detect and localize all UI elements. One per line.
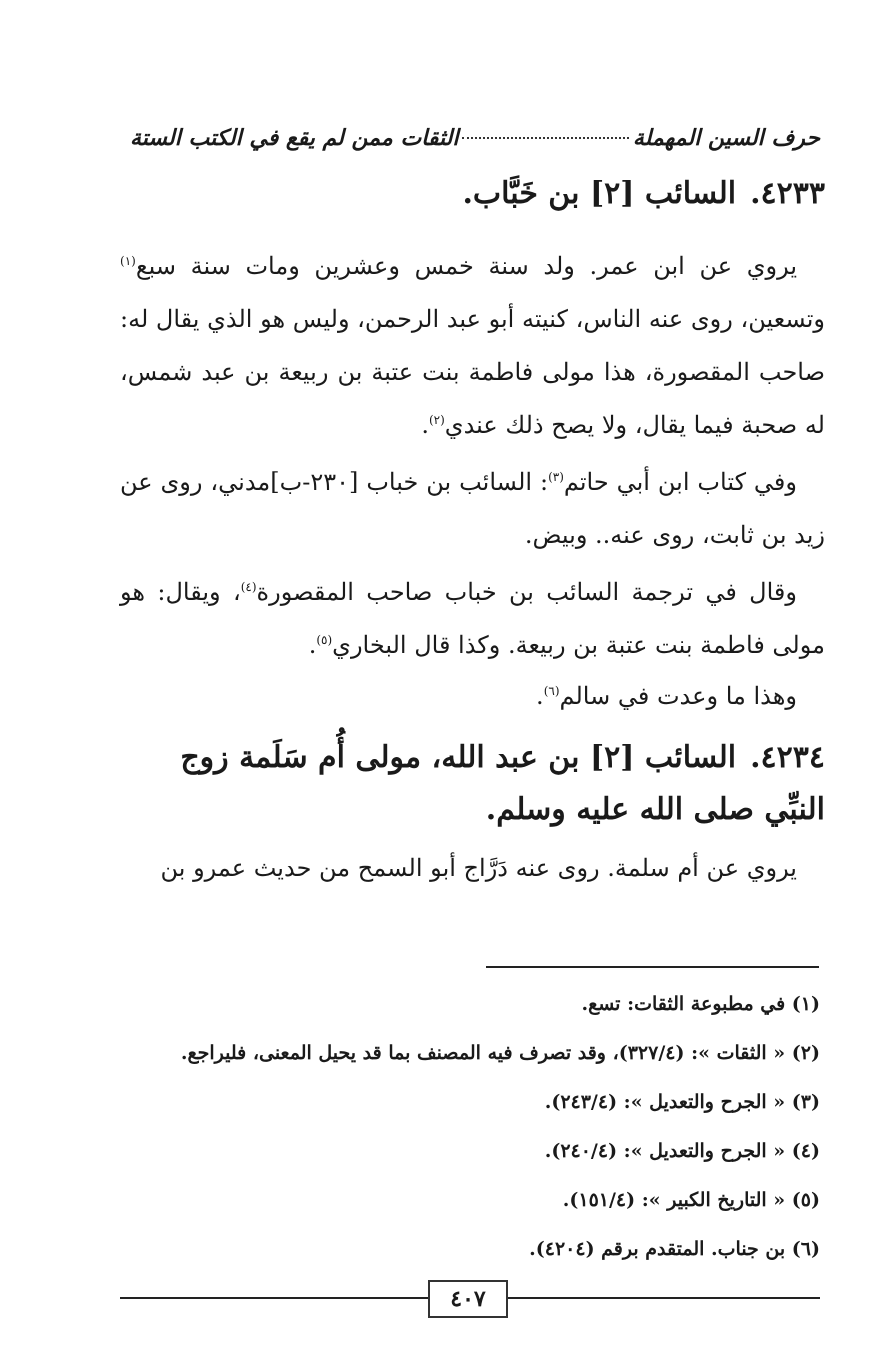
footnote-ref-3[interactable]: (٣) [548,470,564,484]
entry-name: السائب [٢] بن عبد الله، مولى أُم سَلَمة زوج النبِّي صلى الله عليه وسلم. [180,740,825,827]
header-book-title: الثقات ممن لم يقع في الكتب الستة [130,125,459,151]
footnote-ref-1[interactable]: (١) [120,254,136,268]
footnote-ref-5[interactable]: (٥) [316,633,333,647]
header-leader-dots [462,137,628,139]
running-header [130,120,820,156]
header-chapter: حرف السين المهملة [632,125,820,151]
footnote-ref-4[interactable]: (٤) [240,580,257,594]
paragraph-2: وفي كتاب ابن أبي حاتم$^{(٣)}$: السائب بن خباب [٢٣٠-ب]مدني، روى عن زيد بن ثابت، روى عنه.. وبيض. [120,468,825,549]
entry-name: السائب [٢] بن خَبَّاب. [462,176,737,211]
footnote-divider [486,966,819,968]
paragraph-1: يروي عن ابن عمر. ولد سنة خمس وعشرين ومات سنة سبع$^{(١)}$ وتسعين، روى عنه الناس، كنيته أبو عبد الرحمن، وليس هو الذي يقال له: صاحب المقصورة، هذا مولى فاطمة بنت عتبة بن ربيعة بن عبد شمس، له صحبة فيما يقال، ولا يصح ذلك عندي$^{(٢)}$. [120,252,825,439]
paragraph-3: وقال في ترجمة السائب بن خباب صاحب المقصورة$^{(٤)}$، ويقال: هو مولى فاطمة بنت عتبة بن ربيعة. وكذا قال البخاري$^{(٥)}$. [120,578,825,659]
footnote-item: (٤) « الجرح والتعديل »: (٢٤٠/٤). [544,1140,820,1162]
footnote-item: (٦) بن جناب. المتقدم برقم (٤٢٠٤). [529,1238,820,1260]
entry-number: ٤٢٣٣. [750,176,825,211]
footnote-item: (٣) « الجرح والتعديل »: (٢٤٣/٤). [544,1091,820,1113]
entry-number: ٤٢٣٤. [750,740,825,775]
entry-heading-4233 [115,168,825,220]
footnotes-list [150,980,820,1274]
footnote-ref-2[interactable]: (٢) [428,413,445,427]
paragraph-5: يروي عن أم سلمة. روى عنه دَرَّاج أبو السمح من حديث عمرو بن [160,854,797,882]
footnote-ref-6[interactable]: (٦) [543,684,560,698]
footnote-item: (٥) « التاريخ الكبير »: (١٥١/٤). [562,1189,820,1211]
footnote-item: (٢) « الثقات »: (٣٢٧/٤)، وقد تصرف فيه المصنف بما قد يحيل المعنى، فليراجع. [180,1042,820,1064]
page-number: ٤٠٧ [428,1280,508,1318]
entry-heading-4234 [115,732,825,836]
paragraph-4: وهذا ما وعدت في سالم$^{(٦)}$. [536,682,797,710]
footnote-item: (١) في مطبوعة الثقات: تسع. [581,993,820,1015]
